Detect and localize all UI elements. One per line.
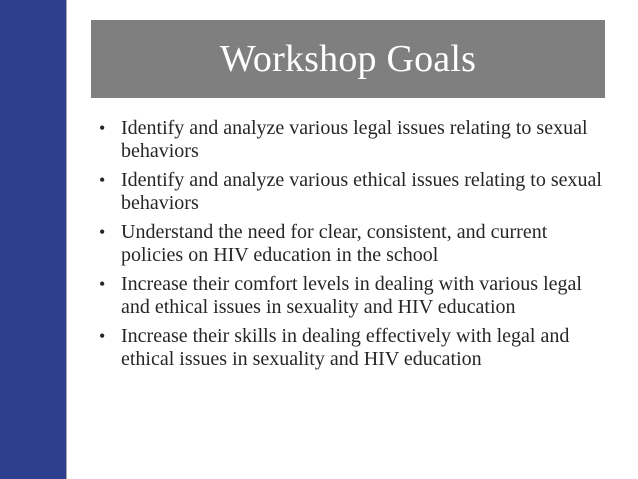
bullet-icon: •	[99, 326, 106, 346]
accent-bar	[0, 0, 67, 479]
goals-list	[99, 117, 609, 377]
slide-title: Workshop Goals	[219, 38, 477, 80]
goal-item	[99, 169, 609, 215]
goal-item	[99, 325, 609, 371]
goal-text: Understand the need for clear, consistent, and current policies on HIV education in the school	[121, 221, 548, 266]
title-banner	[91, 20, 605, 98]
goal-text: Increase their comfort levels in dealing with various legal and ethical issues in sexuality and HIV education	[121, 273, 582, 318]
bullet-icon: •	[99, 118, 106, 138]
goal-text: Identify and analyze various legal issues relating to sexual behaviors	[121, 117, 588, 162]
bullet-icon: •	[99, 274, 106, 294]
goal-text: Identify and analyze various ethical issues relating to sexual behaviors	[121, 169, 602, 214]
bullet-icon: •	[99, 170, 106, 190]
goal-item	[99, 273, 609, 319]
goal-item	[99, 117, 609, 163]
goal-text: Increase their skills in dealing effectively with legal and ethical issues in sexuality and HIV education	[121, 325, 570, 370]
bullet-icon: •	[99, 222, 106, 242]
goal-item	[99, 221, 609, 267]
